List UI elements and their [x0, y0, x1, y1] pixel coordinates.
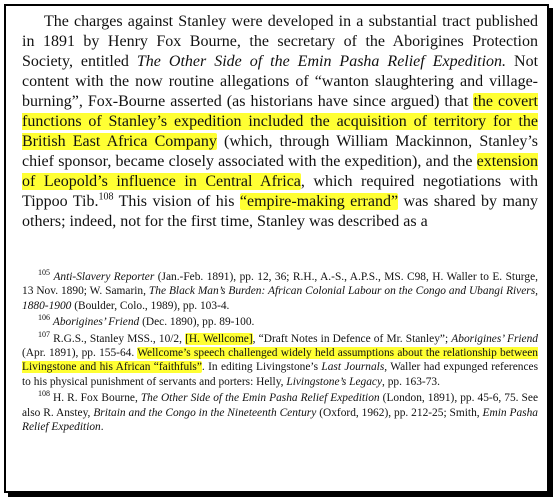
footnote-text: (Apr. 1891), pp. 155-64.	[22, 347, 138, 360]
footnote-italic: Aborigines’ Friend	[451, 332, 538, 345]
footnote-108	[22, 391, 538, 434]
footnote-number: 107	[38, 329, 50, 339]
footnote-number: 106	[38, 313, 50, 323]
highlight-empire-making-errand: “empire-making errand”	[239, 193, 399, 210]
footnote-italic: Anti-Slavery Reporter	[53, 271, 155, 283]
footnote-text: (Oxford, 1962), pp. 212-25; Smith,	[316, 406, 483, 419]
highlight-leopold-influence: extension of Leopold’s influence in Central Africa	[22, 153, 538, 190]
footnote-italic: Britain and the Congo in the Nineteenth Century	[93, 406, 317, 419]
footnote-text: (London, 1891), pp. 45-6, 75. See also R. Anstey,	[22, 392, 539, 419]
footnote-text: (Boulder, Colo., 1989), pp. 103-4.	[71, 299, 230, 312]
footnote-text: , pp. 163-73.	[382, 375, 440, 388]
body-paragraph	[22, 12, 538, 232]
footnote-text: H. R. Fox Bourne,	[53, 392, 141, 405]
footnote-italic: Emin Pasha Relief Expedition	[22, 406, 538, 434]
text-segment: Not content with the now routine allegations of “wanton slaughtering and village-burning”, Fox-Bourne asserted (as historians have since argued) that	[22, 53, 539, 110]
footnote-107	[22, 329, 538, 390]
footnote-text: , “Draft Notes in Defence of Mr. Stanley”;	[252, 332, 452, 345]
footnote-text: (Jan.-Feb. 1891), pp. 12, 36; R.H., A.-S., A.P.S., MS. C98, H. Waller to E. Sturge, 13 Nov. 1890; W. Samarin,	[22, 271, 538, 298]
footnotes	[22, 270, 538, 436]
document-page	[4, 4, 549, 493]
highlight-wellcome-speech: Wellcome’s speech challenged widely held assumptions about the relationship between Livingstone and his African “faithfuls”	[22, 347, 538, 374]
highlight-wellcome: [H. Wellcome]	[185, 332, 253, 345]
footnote-italic: Aborigines’ Friend	[52, 316, 140, 329]
footnote-106	[22, 315, 538, 329]
footnote-reference: 108	[98, 191, 114, 203]
footnote-text: (Dec. 1890), pp. 89-100.	[139, 316, 255, 329]
footnote-number: 108	[38, 389, 50, 399]
text-segment: This vision of his	[113, 193, 240, 210]
footnote-105	[22, 270, 538, 313]
footnote-text: .	[100, 421, 104, 434]
footnote-text: . In editing Livingstone’s	[201, 361, 322, 374]
footnote-italic: Last Journals	[321, 361, 385, 374]
text-segment: (which, through William Mackinnon, Stanley’s chief sponsor, became closely associated with the expedition), and the	[22, 133, 538, 170]
footnote-italic: The Black Man’s Burden: African Colonial Labour on the Congo and Ubangi Rivers, 1880-1900	[22, 285, 539, 312]
footnote-italic: Livingstone’s Legacy	[286, 375, 383, 388]
footnote-italic: The Other Side of the Emin Pasha Relief Expedition	[140, 392, 380, 405]
text-segment: , which required negotiations with Tippoo Tib.	[22, 173, 539, 210]
footnote-text: R.G.S., Stanley MSS., 10/2,	[53, 332, 186, 345]
main-paragraph	[22, 12, 538, 232]
highlight-covert-functions: the covert functions of Stanley’s expedition included the acquisition of territory for the British East Africa Company	[22, 93, 538, 150]
book-title: The Other Side of the Emin Pasha Relief Expedition.	[136, 53, 507, 70]
footnote-number: 105	[38, 268, 50, 278]
text-segment: was shared by many others; indeed, not for the first time, Stanley was described as a	[22, 193, 538, 230]
footnote-text: , Waller had expunged references to his physical punishment of servants and porters: Helly,	[22, 361, 538, 388]
text-segment: The charges against Stanley were developed in a substantial tract published in 1891 by Henry Fox Bourne, the secretary of the Aborigines Protection Society, entitled	[22, 13, 538, 70]
